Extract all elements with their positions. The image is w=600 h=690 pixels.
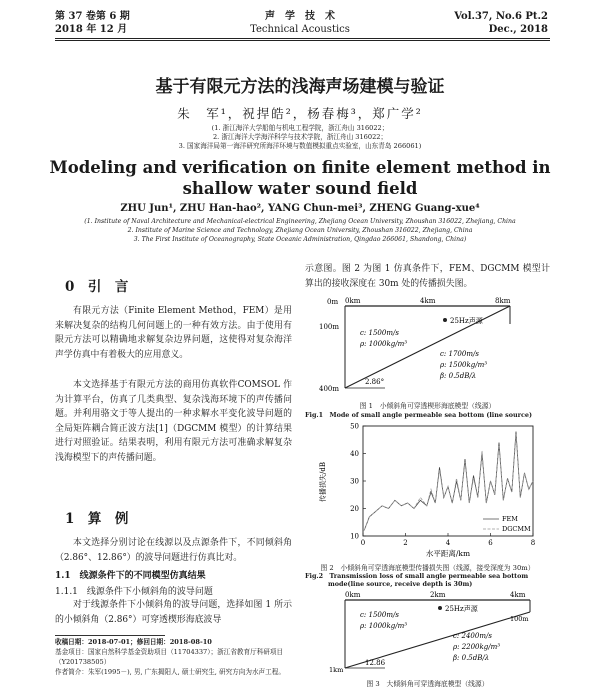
header-rule — [55, 38, 550, 39]
figure-3-diagram — [305, 590, 550, 678]
header-left — [55, 10, 130, 36]
fig1-range-4: 4km — [420, 297, 436, 305]
examples-paragraph: 本文选择分别讨论在线源以及点源条件下，不同倾斜角（2.86°、12.86°）的波导问题进行仿真比对。 — [55, 538, 292, 563]
fig1-bottom-rho: ρ: 1500kg/m³ — [440, 361, 488, 369]
x-tick-label: 6 — [488, 539, 493, 547]
fig3-water-rho: ρ: 1000kg/m³ — [360, 622, 408, 630]
fig1-caption-cn: 图 1 小倾斜角可穿透楔形海底模型（线源） — [359, 402, 496, 410]
fig1-source-point — [443, 318, 447, 322]
footnote-funding: 基金项目：国家自然科学基金资助项目（11704337）；浙江省教育厅科研项目（Y201738505） — [55, 648, 284, 666]
x-tick-label: 4 — [445, 539, 451, 547]
journal-volume-en: Vol.37, No.6 Pt.2 — [454, 11, 548, 22]
fig1-bottom-c: c: 1700m/s — [440, 350, 479, 358]
fig3-bottom-beta: β: 0.5dB/λ — [453, 654, 490, 662]
section-1-heading: 1 算 例 — [65, 511, 129, 527]
fig3-angle-label: 12.86 — [365, 659, 386, 667]
y-tick-label: 30 — [350, 477, 359, 486]
y-tick-label: 50 — [350, 422, 359, 431]
fig3-bottom-c: c: 2400m/s — [453, 632, 492, 640]
header-rule-2 — [55, 40, 550, 41]
intro-paragraph-2: 本文选择基于有限元方法的商用仿真软件COMSOL 作为计算平台，仿真了几类典型、复杂浅海环境下的声传播问题。并利用骆文于等人提出的一种求解水平变化波导问题的全局矩阵耦合简正波方法[1]（DGCMM 模型）的计算结果进行对照验证。结果表明，利用有限元方法可准确求解复杂浅海模型下的声传播问题。 — [55, 380, 292, 463]
fig1-range-8: 8km — [495, 297, 511, 305]
fig3-source-label: 25Hz声源 — [445, 605, 478, 613]
fig1-source-label: 25Hz声源 — [450, 317, 483, 325]
journal-date-en: Dec., 2018 — [488, 24, 548, 35]
affiliation-en-2: 2. Institute of Marine Science and Technology, Zhejiang Ocean University, Zhoushan 316022, Zhejiang, China — [127, 227, 473, 234]
journal-name-cn: 声 学 技 术 — [265, 11, 335, 22]
fig3-caption-cn: 图 3 大倾斜角可穿透海底模型（线源） — [366, 680, 489, 688]
fig3-water-c: c: 1500m/s — [360, 611, 399, 619]
journal-name-en: Technical Acoustics — [250, 24, 350, 35]
affiliation-en-1: (1. Institute of Naval Architecture and Mechanical-electrical Engineering, Zhejiang Ocean University, Zhoushan 316022, Zhejiang, China — [84, 218, 516, 225]
x-tick-label: 0 — [360, 539, 366, 547]
fig3-depth-100: 100m — [510, 615, 529, 623]
header-right — [454, 10, 548, 36]
footnote-author: 作者简介：朱军(1995－), 男, 广东揭阳人, 硕士研究生, 研究方向为水声工程。 — [55, 668, 285, 676]
fig1-caption-en: Fig.1 Mode of small angle permeable sea bottom (line source) — [305, 411, 533, 419]
x-tick-label: 2 — [403, 539, 408, 547]
chart-ylabel: 传播损失/dB — [319, 462, 327, 502]
fig1-water-c: c: 1500m/s — [360, 329, 399, 337]
fig3-source-point — [438, 606, 442, 610]
figure-2-chart — [305, 420, 550, 560]
fig1-bottom-beta: β: 0.5dB/λ — [440, 372, 477, 380]
y-tick-label: 10 — [350, 532, 359, 541]
line-source-paragraph: 对于线源条件下小倾斜角的波导问题，选择如图 1 所示的小倾斜角（2.86°）可穿透楔形海底波导 — [55, 600, 292, 625]
affiliation-cn-1: (1. 浙江海洋大学船舶与机电工程学院，浙江舟山 316022； — [211, 124, 389, 132]
fig2-caption-en-1: Fig.2 Transmission loss of small angle permeable sea bottom — [305, 572, 529, 580]
x-tick-label: 8 — [530, 539, 536, 547]
y-tick-label: 20 — [350, 505, 359, 513]
fig3-depth-1km: 1km — [329, 666, 344, 674]
authors-en: ZHU Jun¹, ZHU Han-hao², YANG Chun-mei³, ZHENG Guang-xue⁴ — [120, 203, 480, 214]
figure-intro-paragraph: 示意图。图 2 为图 1 仿真条件下，FEM、DGCMM 模型计算出的接收深度在 30m 处的传播损失图。 — [305, 264, 550, 289]
header-center — [250, 10, 350, 36]
subsection-1-1-1: 1.1.1 线源条件下小倾斜角的波导问题 — [55, 587, 213, 597]
fig2-caption-en-2: mode(line source, receive depth is 30m) — [328, 580, 473, 588]
intro-paragraph-1: 有限元方法（Finite Element Method，FEM）是用来解决复杂的结构几何问题上的一种有效方法。由于使用有限元方法可以精确地求解复杂边界问题，这使得对复杂海洋声学仿真中有着极大的应用意义。 — [55, 306, 292, 360]
title-en: Modeling and verification on finite element method in shallow water sound field — [49, 158, 551, 198]
footnotes — [55, 637, 292, 677]
figure-1-diagram — [305, 296, 550, 396]
footnote-received: 收稿日期：2018-07-01；修回日期：2018-08-10 — [55, 638, 212, 646]
fig1-depth-400: 400m — [319, 385, 339, 393]
fig1-angle-label: 2.86° — [365, 378, 385, 386]
y-tick-label: 40 — [350, 450, 359, 458]
fig1-range-0: 0km — [345, 297, 361, 305]
affiliation-cn-3: 3. 国家海洋局第一海洋研究所海洋环境与数值模拟重点实验室，山东青岛 266061) — [178, 142, 422, 150]
affiliation-en-3: 3. The First Institute of Oceanography, State Oceanic Administration, Qingdao 266061, Shandong, China) — [133, 236, 467, 243]
authors-cn: 朱 军¹，祝捍皓²，杨春梅³，郑广学² — [177, 106, 423, 121]
affiliation-cn-2: 2. 浙江海洋大学海洋科学与技术学院，浙江舟山 316022； — [212, 133, 388, 141]
legend-fem-label: FEM — [502, 515, 518, 523]
fig3-range-2: 2km — [430, 591, 446, 599]
footnote-rule — [55, 635, 165, 636]
chart-xlabel: 水平距离/km — [425, 549, 471, 558]
fig3-bottom-rho: ρ: 2200kg/m³ — [453, 643, 501, 651]
fig2-caption-cn: 图 2 小倾斜角可穿透海底模型传播损失图（线源，接受深度为 30m） — [320, 564, 535, 572]
fig1-water-rho: ρ: 1000kg/m³ — [360, 340, 408, 348]
section-0-heading: 0 引 言 — [65, 279, 129, 295]
fig3-range-4: 4km — [510, 591, 526, 599]
fig1-depth-100: 100m — [319, 323, 339, 331]
fig1-depth-0: 0m — [327, 298, 339, 306]
legend-dgcmm-label: DGCMM — [502, 525, 531, 533]
journal-date: 2018 年 12 月 — [55, 24, 128, 35]
journal-volume: 第 37 卷第 6 期 — [55, 11, 130, 22]
fig3-range-0: 0km — [345, 591, 361, 599]
subsection-1-1: 1.1 线源条件下的不同模型仿真结果 — [55, 571, 206, 581]
title-cn: 基于有限元方法的浅海声场建模与验证 — [155, 77, 445, 97]
